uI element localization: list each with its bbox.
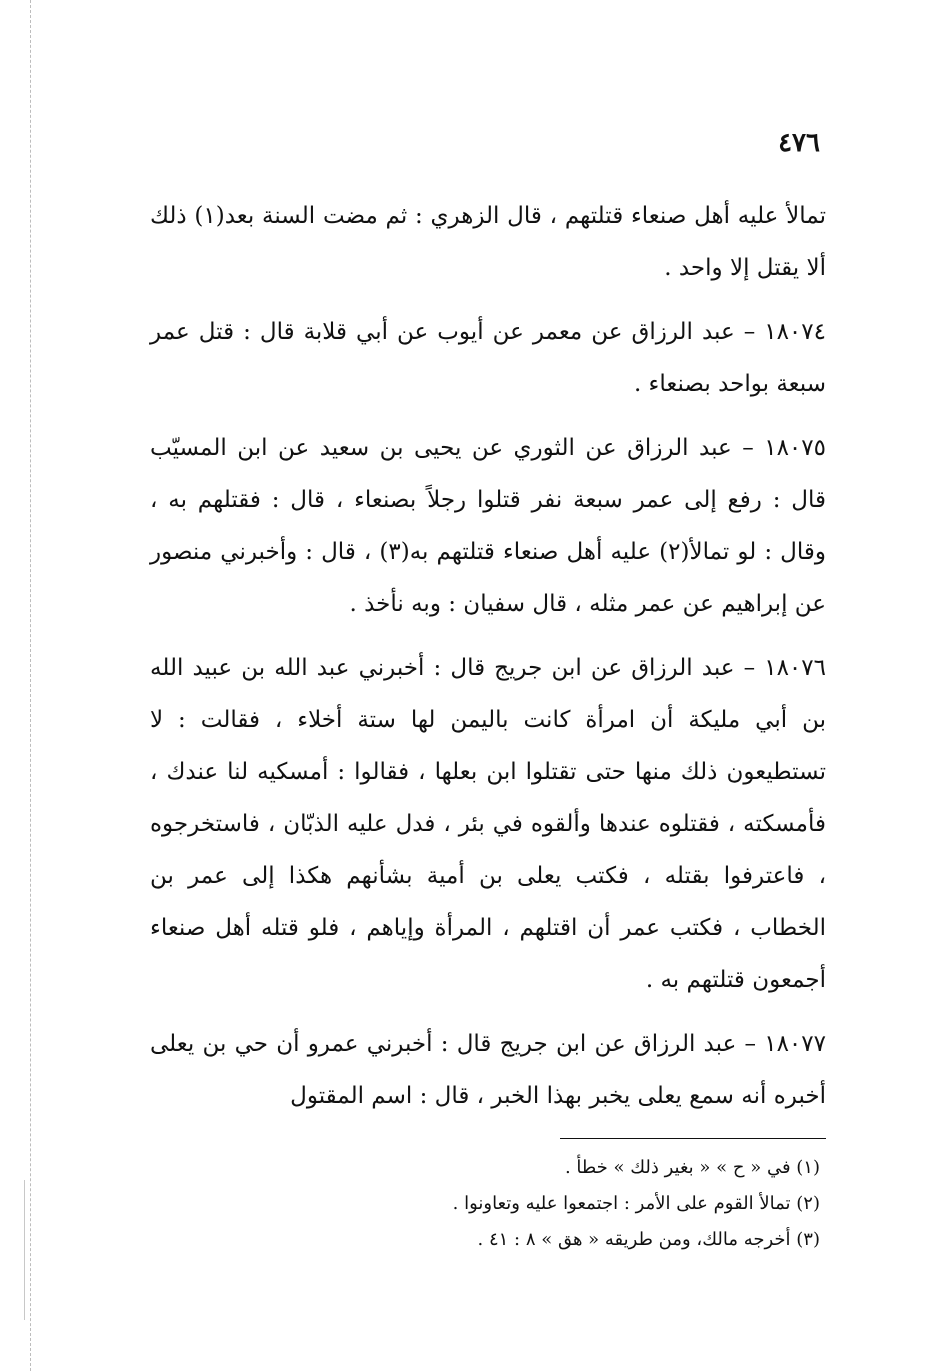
footnote-3: (٣) أخرجه مالك، ومن طريقه « هق » ٨ : ٤١ . xyxy=(477,1229,820,1250)
hadith-18077: ١٨٠٧٧ – عبد الرزاق عن ابن جريج قال : أخبرني عمرو أن حي بن يعلى أخبره أنه سمع يعلى يخبر بهذا الخبر ، قال : اسم المقتول xyxy=(150,1031,826,1109)
footnote-1: (١) في « ح » « بغير ذلك » خطأ . xyxy=(564,1157,820,1178)
main-text xyxy=(150,190,826,1134)
footnotes xyxy=(380,1150,820,1258)
footnote-divider xyxy=(560,1138,826,1139)
hadith-18074: ١٨٠٧٤ – عبد الرزاق عن معمر عن أيوب عن أبي قلابة قال : قتل عمر سبعة بواحد بصنعاء . xyxy=(150,319,826,397)
hadith-18075: ١٨٠٧٥ – عبد الرزاق عن الثوري عن يحيى بن سعيد عن ابن المسيّب قال : رفع إلى عمر سبعة نفر قتلوا رجلاً بصنعاء ، قال : فقتلهم به ، وقال : لو تمالأ(٢) عليه أهل صنعاء قتلتهم به(٣) ، قال : وأخبرني منصور عن إبراهيم عن عمر مثله ، قال سفيان : وبه نأخذ . xyxy=(150,435,826,617)
footnote-2: (٢) تمالأ القوم على الأمر : اجتمعوا عليه وتعاونوا . xyxy=(452,1193,820,1214)
hadith-18076: ١٨٠٧٦ – عبد الرزاق عن ابن جريج قال : أخبرني عبد الله بن عبيد الله بن أبي مليكة أن امرأة كانت باليمن لها ستة أخلاء ، فقالت : لا تستطيعون ذلك منها حتى تقتلوا ابن بعلها ، فقالوا : أمسكيه لنا عندك ، فأمسكته ، فقتلوه عندها وألقوه في بئر ، فدل عليه الذبّان ، فاستخرجوه ، فاعترفوا بقتله ، فكتب يعلى بن أمية بشأنهم هكذا إلى عمر بن الخطاب ، فكتب عمر أن اقتلهم ، المرأة وإياهم ، فلو قتله أهل صنعاء أجمعون قتلتهم به . xyxy=(150,655,826,993)
paragraph-continuation: تمالأ عليه أهل صنعاء قتلتهم ، قال الزهري : ثم مضت السنة بعد(١) ذلك ألا يقتل إلا واحد . xyxy=(150,203,826,281)
page-number: ٤٧٦ xyxy=(778,128,820,158)
